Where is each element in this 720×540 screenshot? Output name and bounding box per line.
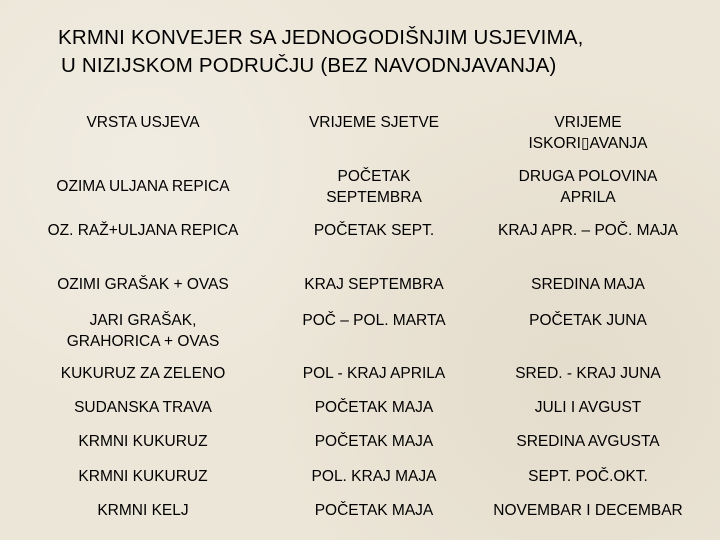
- header-sowing-time: VRIJEME SJETVE: [308, 114, 440, 131]
- title-line-2: U NIZIJSKOM PODRUČJU (BEZ NAVODNJAVANJA): [61, 54, 557, 77]
- usage-cell: POČETAK JUNA: [529, 312, 647, 329]
- sowing-cell: POČ – POL. MARTA: [302, 312, 446, 329]
- sowing-cell: POČETAK MAJA: [314, 433, 434, 450]
- sowing-cell: POL. KRAJ MAJA: [311, 468, 437, 485]
- title-line-1: KRMNI KONVEJER SA JEDNOGODIŠNJIM USJEVIMA,: [58, 26, 584, 49]
- sowing-cell: POL - KRAJ APRILA: [302, 365, 446, 382]
- usage-cell: SREDINA AVGUSTA: [516, 433, 660, 450]
- crop-cell: OZIMI GRAŠAK + OVAS: [57, 276, 229, 293]
- usage-cell: SREDINA MAJA: [531, 276, 645, 293]
- crop-cell: KRMNI KELJ: [97, 502, 189, 519]
- crop-cell: JARI GRAŠAK, GRAHORICA + OVAS: [66, 312, 220, 350]
- usage-cell: DRUGA POLOVINA APRILA: [518, 168, 658, 206]
- slide-title: [0, 24, 720, 80]
- usage-cell: SRED. - KRAJ JUNA: [515, 365, 661, 382]
- crop-cell: KRMNI KUKURUZ: [78, 433, 208, 450]
- header-crop-type: VRSTA USJEVA: [86, 114, 200, 131]
- sowing-cell: POČETAK SEPTEMBRA: [326, 168, 422, 206]
- sowing-cell: POČETAK MAJA: [314, 502, 434, 519]
- crop-cell: OZIMA ULJANA REPICA: [56, 178, 230, 195]
- usage-cell: NOVEMBAR I DECEMBAR: [493, 502, 683, 519]
- usage-cell: KRAJ APR. – POČ. MAJA: [497, 222, 679, 239]
- crop-cell: OZ. RAŽ+ULJANA REPICA: [47, 222, 239, 239]
- sowing-cell: KRAJ SEPTEMBRA: [304, 276, 444, 293]
- usage-cell: SEPT. POČ.OKT.: [528, 468, 648, 485]
- sowing-cell: POČETAK MAJA: [314, 399, 434, 416]
- crop-cell: KRMNI KUKURUZ: [78, 468, 208, 485]
- crop-cell: SUDANSKA TRAVA: [74, 399, 212, 416]
- sowing-cell: POČETAK SEPT.: [313, 222, 435, 239]
- usage-cell: JULI I AVGUST: [534, 399, 642, 416]
- crop-cell: KUKURUZ ZA ZELENO: [60, 365, 226, 382]
- header-usage-time: VRIJEME ISKORI▯AVANJA: [528, 114, 648, 152]
